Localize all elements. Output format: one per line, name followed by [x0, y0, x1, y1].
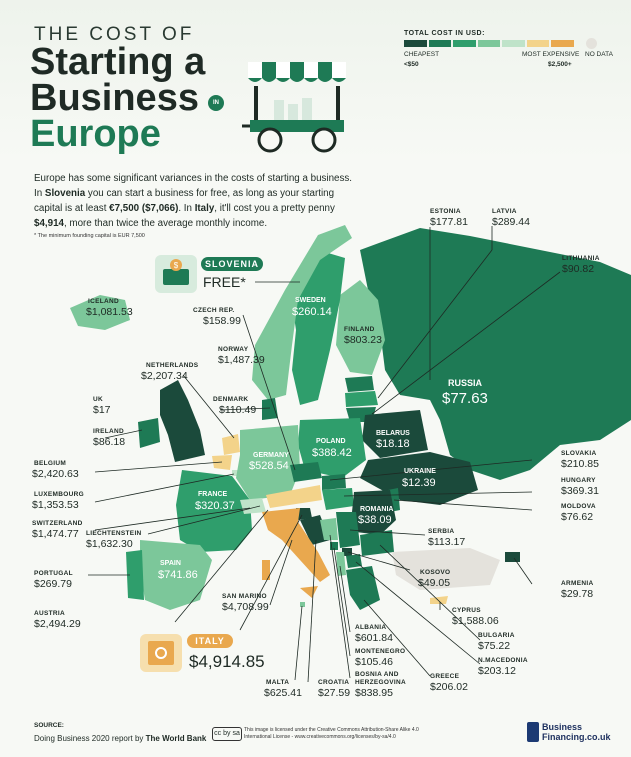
- legend-expensive-label: MOST EXPENSIVE: [522, 51, 580, 58]
- label-serbia: SERBIA: [428, 528, 455, 535]
- label-macedonia: N.MACEDONIA: [478, 657, 528, 664]
- label-croatia: CROATIA: [318, 679, 350, 686]
- value-denmark: $110.49: [219, 404, 257, 416]
- slovenia-tag: SLOVENIA: [201, 257, 263, 271]
- label-san-marino: SAN MARINO: [222, 593, 267, 600]
- value-netherlands: $2,207.34: [141, 370, 188, 382]
- country-greece: [346, 566, 380, 610]
- value-moldova: $76.62: [561, 511, 594, 523]
- label-iceland: ICELAND: [88, 298, 119, 305]
- value-estonia: $177.81: [430, 216, 468, 228]
- label-sweden: SWEDEN: [295, 297, 326, 304]
- label-montenegro: MONTENEGRO: [355, 648, 406, 655]
- label-france: FRANCE: [198, 491, 228, 498]
- intro-line-4: $4,914, more than twice the average monthly income.: [34, 218, 268, 229]
- value-hungary: $369.31: [561, 485, 599, 497]
- country-netherlands: [222, 434, 240, 455]
- value-montenegro: $105.46: [355, 656, 393, 668]
- label-norway: NORWAY: [218, 346, 249, 353]
- title-line-4: Europe: [30, 113, 161, 155]
- label-armenia: ARMENIA: [561, 580, 594, 587]
- country-slovakia: [322, 474, 346, 490]
- country-bulgaria: [360, 530, 394, 556]
- value-greece: $206.02: [430, 681, 468, 693]
- value-ireland: $86.18: [93, 436, 126, 448]
- legend-expensive-value: $2,500+: [548, 61, 572, 68]
- value-finland: $803.23: [344, 334, 382, 346]
- country-malta: [300, 602, 305, 607]
- title-line-2: Starting a: [30, 41, 206, 83]
- country-denmark: [262, 398, 278, 420]
- title-line-1: THE COST OF: [34, 24, 195, 45]
- label-kosovo: KOSOVO: [420, 569, 451, 576]
- label-latvia: LATVIA: [492, 208, 517, 215]
- label-finland: FINLAND: [344, 326, 375, 333]
- value-cyprus: $1,588.06: [452, 615, 499, 627]
- value-spain: $741.86: [158, 569, 198, 581]
- country-switzerland: [240, 498, 266, 514]
- label-hungary: HUNGARY: [561, 477, 596, 484]
- label-estonia: ESTONIA: [430, 208, 461, 215]
- slovenia-value: FREE*: [203, 274, 246, 290]
- label-liechtenstein: LIECHTENSTEIN: [86, 530, 142, 537]
- value-bosnia: $838.95: [355, 687, 393, 699]
- value-czech: $158.99: [203, 315, 241, 327]
- value-kosovo: $49.05: [418, 577, 451, 589]
- label-ireland: IRELAND: [93, 428, 124, 435]
- label-cyprus: CYPRUS: [452, 607, 481, 614]
- legend-title: TOTAL COST IN USD:: [404, 30, 485, 37]
- value-belarus: $18.18: [376, 438, 410, 450]
- value-armenia: $29.78: [561, 588, 594, 600]
- value-serbia: $113.17: [428, 536, 466, 548]
- label-moldova: MOLDOVA: [561, 503, 596, 510]
- value-germany: $528.54: [249, 460, 289, 472]
- country-czech: [290, 462, 322, 482]
- wallet-icon: [155, 255, 197, 293]
- label-lithuania: LITHUANIA: [562, 255, 600, 262]
- value-switzerland: $1,474.77: [32, 528, 79, 540]
- brand-name: Business Financing.co.uk: [542, 722, 611, 742]
- label-czech: CZECH REP.: [193, 307, 235, 314]
- cc-license-badge: cc by sa: [212, 727, 242, 741]
- value-poland: $388.42: [312, 447, 352, 459]
- value-norway: $1,487.39: [218, 354, 265, 366]
- label-albania: ALBANIA: [355, 624, 387, 631]
- value-macedonia: $203.12: [478, 665, 516, 677]
- value-austria: $2,494.29: [34, 618, 81, 630]
- country-uk: [160, 380, 205, 462]
- legend-nodata-label: NO DATA: [585, 51, 613, 58]
- label-russia: RUSSIA: [448, 378, 483, 388]
- label-luxembourg: LUXEMBOURG: [34, 491, 84, 498]
- value-latvia: $289.44: [492, 216, 530, 228]
- label-uk: UK: [93, 396, 103, 403]
- italy-value: $4,914.85: [189, 652, 265, 671]
- country-estonia: [345, 376, 374, 392]
- value-russia: $77.63: [442, 390, 488, 407]
- value-luxembourg: $1,353.53: [32, 499, 79, 511]
- value-iceland: $1,081.53: [86, 306, 133, 318]
- value-albania: $601.84: [355, 632, 393, 644]
- value-san-marino: $4,708.99: [222, 601, 269, 613]
- label-slovakia: SLOVAKIA: [561, 450, 597, 457]
- source-text: Doing Business 2020 report by The World Bank: [34, 734, 207, 743]
- intro-line-2: In Slovenia you can start a business for free, as long as your starting: [34, 188, 335, 199]
- label-romania: ROMANIA: [360, 506, 394, 513]
- safe-icon: [140, 634, 182, 672]
- value-uk: $17: [93, 404, 111, 416]
- label-malta: MALTA: [266, 679, 290, 686]
- italy-tag: ITALY: [187, 634, 233, 648]
- country-serbia: [336, 512, 360, 548]
- intro-line-3: capital is at least €7,500 ($7,066). In Italy, it'll cost you a pretty penny: [34, 203, 335, 214]
- value-sweden: $260.14: [292, 306, 332, 318]
- value-france: $320.37: [195, 500, 235, 512]
- intro-line-1: Europe has some significant variances in the costs of starting a business.: [34, 173, 353, 184]
- value-liechtenstein: $1,632.30: [86, 538, 133, 550]
- value-slovakia: $210.85: [561, 458, 599, 470]
- value-belgium: $2,420.63: [32, 468, 79, 480]
- value-malta: $625.41: [264, 687, 302, 699]
- label-germany: GERMANY: [253, 452, 289, 459]
- country-hungary: [322, 488, 354, 510]
- source-label: SOURCE:: [34, 722, 64, 729]
- label-ukraine: UKRAINE: [404, 468, 436, 475]
- svg-text:$: $: [173, 261, 179, 270]
- label-netherlands: NETHERLANDS: [146, 362, 199, 369]
- label-greece: GREECE: [430, 673, 460, 680]
- country-macedonia: [346, 554, 362, 568]
- label-belarus: BELARUS: [376, 430, 410, 437]
- title-line-3: Business: [30, 77, 199, 119]
- country-sicily: [300, 586, 318, 598]
- label-switzerland: SWITZERLAND: [32, 520, 83, 527]
- label-spain: SPAIN: [160, 560, 181, 567]
- label-bosnia: BOSNIA AND HERZEGOVINA: [355, 671, 406, 686]
- value-portugal: $269.79: [34, 578, 72, 590]
- value-ukraine: $12.39: [402, 477, 436, 489]
- title-in-badge: IN: [208, 95, 224, 111]
- label-portugal: PORTUGAL: [34, 570, 73, 577]
- country-latvia: [345, 391, 378, 407]
- label-poland: POLAND: [316, 438, 346, 445]
- label-austria: AUSTRIA: [34, 610, 65, 617]
- value-croatia: $27.59: [318, 687, 351, 699]
- license-text: This image is licensed under the Creative Commons Attribution-Share Alike 4.0 International License - www.creativecommons.org/licenses/by-sa/4.0: [244, 727, 419, 740]
- country-ireland: [138, 418, 160, 448]
- legend-cheapest-label: CHEAPEST: [404, 51, 440, 58]
- intro-footnote: * The minimum founding capital is EUR 7,500: [34, 233, 145, 239]
- label-belgium: BELGIUM: [34, 460, 67, 467]
- label-bulgaria: BULGARIA: [478, 632, 515, 639]
- country-cyprus: [430, 596, 448, 604]
- value-bulgaria: $75.22: [478, 640, 511, 652]
- value-lithuania: $90.82: [562, 263, 595, 275]
- legend-cheapest-value: <$50: [404, 61, 419, 68]
- brand-logo-icon: [527, 722, 539, 742]
- label-denmark: DENMARK: [213, 396, 249, 403]
- country-armenia: [505, 552, 520, 562]
- value-romania: $38.09: [358, 514, 392, 526]
